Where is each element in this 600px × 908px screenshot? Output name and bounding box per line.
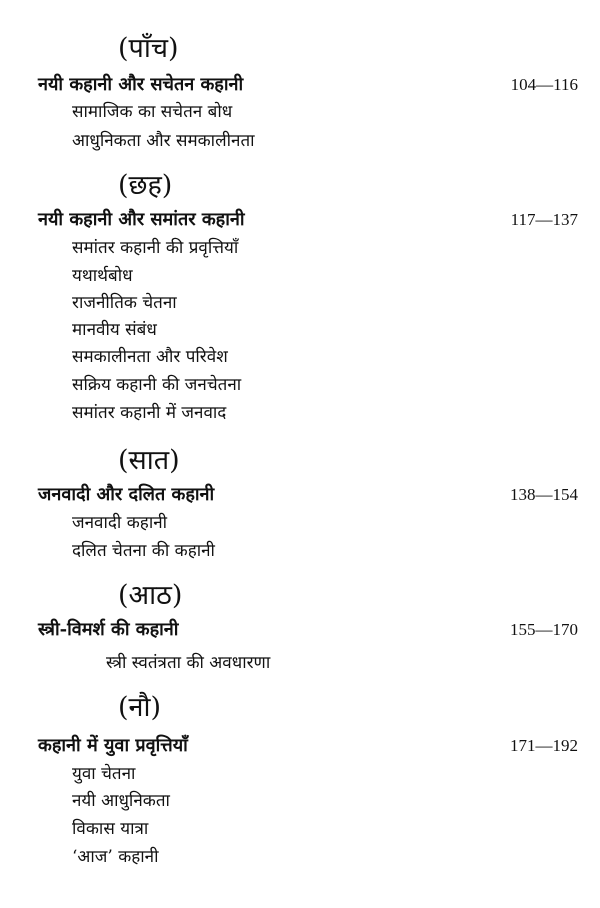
part-heading-nine: (नौ) (118, 692, 162, 723)
subtopic: नयी आधुनिकता (72, 791, 170, 811)
subtopic: सामाजिक का सचेतन बोध (72, 102, 233, 122)
part-heading-six: (छह) (118, 170, 173, 201)
subtopic: यथार्थबोध (72, 266, 133, 286)
subtopic: मानवीय संबंध (72, 320, 157, 340)
subtopic: दलित चेतना की कहानी (72, 541, 215, 561)
subtopic: स्त्री स्वतंत्रता की अवधारणा (106, 653, 271, 673)
chapter-entry (38, 72, 578, 98)
part-heading-seven: (सात) (118, 445, 180, 476)
chapter-entry (38, 482, 578, 508)
chapter-title: जनवादी और दलित कहानी (38, 484, 215, 505)
chapter-page-range: 138—154 (510, 485, 578, 504)
subtopic: आधुनिकता और समकालीनता (72, 131, 255, 151)
chapter-page-range: 155—170 (510, 620, 578, 639)
chapter-page-range: 117—137 (510, 210, 578, 229)
subtopic: समकालीनता और परिवेश (72, 347, 228, 367)
chapter-page-range: 104—116 (510, 75, 578, 94)
chapter-title: स्त्री-विमर्श की कहानी (38, 619, 179, 640)
subtopic: ‘आज’ कहानी (72, 847, 159, 867)
part-heading-eight: (आठ) (118, 580, 183, 611)
part-heading-five: (पाँच) (118, 33, 179, 64)
chapter-entry (38, 617, 578, 643)
chapter-entry (38, 207, 578, 233)
chapter-entry (38, 733, 578, 759)
subtopic: सक्रिय कहानी की जनचेतना (72, 375, 242, 395)
chapter-page-range: 171—192 (510, 736, 578, 755)
subtopic: राजनीतिक चेतना (72, 293, 177, 313)
subtopic: विकास यात्रा (72, 819, 149, 839)
subtopic: समांतर कहानी की प्रवृत्तियाँ (72, 238, 239, 258)
chapter-title: नयी कहानी और सचेतन कहानी (38, 74, 244, 95)
subtopic: जनवादी कहानी (72, 513, 168, 533)
subtopic: युवा चेतना (72, 764, 136, 784)
chapter-title: कहानी में युवा प्रवृत्तियाँ (38, 735, 188, 756)
subtopic: समांतर कहानी में जनवाद (72, 403, 227, 423)
chapter-title: नयी कहानी और समांतर कहानी (38, 209, 245, 230)
